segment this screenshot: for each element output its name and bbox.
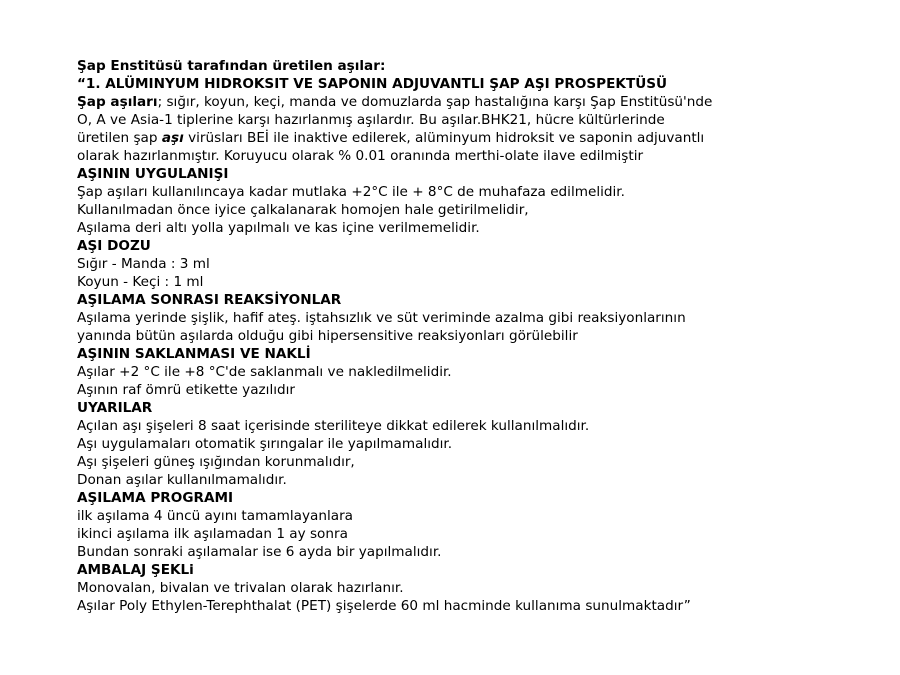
paragraph-line: Aşı şişeleri güneş ışığından korunmalıdır, <box>77 454 355 470</box>
description-text: üretilen şap <box>77 130 162 146</box>
paragraph-line: Aşılar Poly Ethylen-Terephthalat (PET) şişelerde 60 ml hacminde kullanıma sunulmaktadır” <box>77 598 691 614</box>
paragraph-line: Koyun - Keçi : 1 ml <box>77 274 204 290</box>
description-line: O, A ve Asia-1 tiplerine karşı hazırlanmış aşılardır. Bu aşılar.BHK21, hücre kültürlerinde <box>77 112 665 128</box>
section-heading-dose: AŞI DOZU <box>77 238 151 254</box>
paragraph-line: Aşılama deri altı yolla yapılmalı ve kas içine verilmemelidir. <box>77 220 480 236</box>
description-text: ; sığır, koyun, keçi, manda ve domuzlarda şap hastalığına karşı Şap Enstitüsü'nde <box>157 94 713 110</box>
paragraph-line: ikinci aşılama ilk aşılamadan 1 ay sonra <box>77 526 348 542</box>
description-line: olarak hazırlanmıştır. Koruyucu olarak % 0.01 oranında merthi-olate ilave edilmiştir <box>77 148 644 164</box>
intro-heading: Şap Enstitüsü tarafından üretilen aşılar: <box>77 58 386 74</box>
section-heading-packaging: AMBALAJ ŞEKLi <box>77 562 194 578</box>
paragraph-line: Donan aşılar kullanılmamalıdır. <box>77 472 287 488</box>
section-heading-warnings: UYARILAR <box>77 400 153 416</box>
document-body <box>77 57 877 615</box>
description-bold-term: Şap aşıları <box>77 94 158 110</box>
section-heading-reactions: AŞILAMA SONRASI REAKSİYONLAR <box>77 292 342 308</box>
section-heading-program: AŞILAMA PROGRAMI <box>77 490 234 506</box>
document-title: “1. ALÜMINYUM HIDROKSIT VE SAPONIN ADJUVANTLI ŞAP AŞI PROSPEKTÜSÜ <box>77 76 668 92</box>
paragraph-line: Aşının raf ömrü etikette yazılıdır <box>77 382 295 398</box>
paragraph-line: Aşılar +2 °C ile +8 °C'de saklanmalı ve nakledilmelidir. <box>77 364 452 380</box>
description-line <box>77 93 877 111</box>
paragraph-line: Aşılama yerinde şişlik, hafif ateş. iştahsızlık ve süt veriminde azalma gibi reaksiyonlarının <box>77 310 686 326</box>
paragraph-line: Monovalan, bivalan ve trivalan olarak hazırlanır. <box>77 580 404 596</box>
description-text: virüsları BEİ ile inaktive edilerek, alüminyum hidroksit ve saponin adjuvantlı <box>183 130 705 146</box>
paragraph-line: ilk aşılama 4 üncü ayını tamamlayanlara <box>77 508 354 524</box>
section-heading-storage: AŞININ SAKLANMASI VE NAKLİ <box>77 346 311 362</box>
paragraph-line: yanında bütün aşılarda olduğu gibi hipersensitive reaksiyonları görülebilir <box>77 328 578 344</box>
description-emphasis: aşı <box>161 130 184 146</box>
paragraph-line: Şap aşıları kullanılıncaya kadar mutlaka +2°C ile + 8°C de muhafaza edilmelidir. <box>77 184 625 200</box>
paragraph-line: Açılan aşı şişeleri 8 saat içerisinde steriliteye dikkat edilerek kullanılmalıdır. <box>77 418 590 434</box>
paragraph-line: Bundan sonraki aşılamalar ise 6 ayda bir yapılmalıdır. <box>77 544 442 560</box>
paragraph-line: Sığır - Manda : 3 ml <box>77 256 210 272</box>
paragraph-line: Kullanılmadan önce iyice çalkalanarak homojen hale getirilmelidir, <box>77 202 529 218</box>
section-heading-application: AŞININ UYGULANIŞI <box>77 166 229 182</box>
paragraph-line: Aşı uygulamaları otomatik şırıngalar ile yapılmamalıdır. <box>77 436 453 452</box>
description-line <box>77 129 877 147</box>
